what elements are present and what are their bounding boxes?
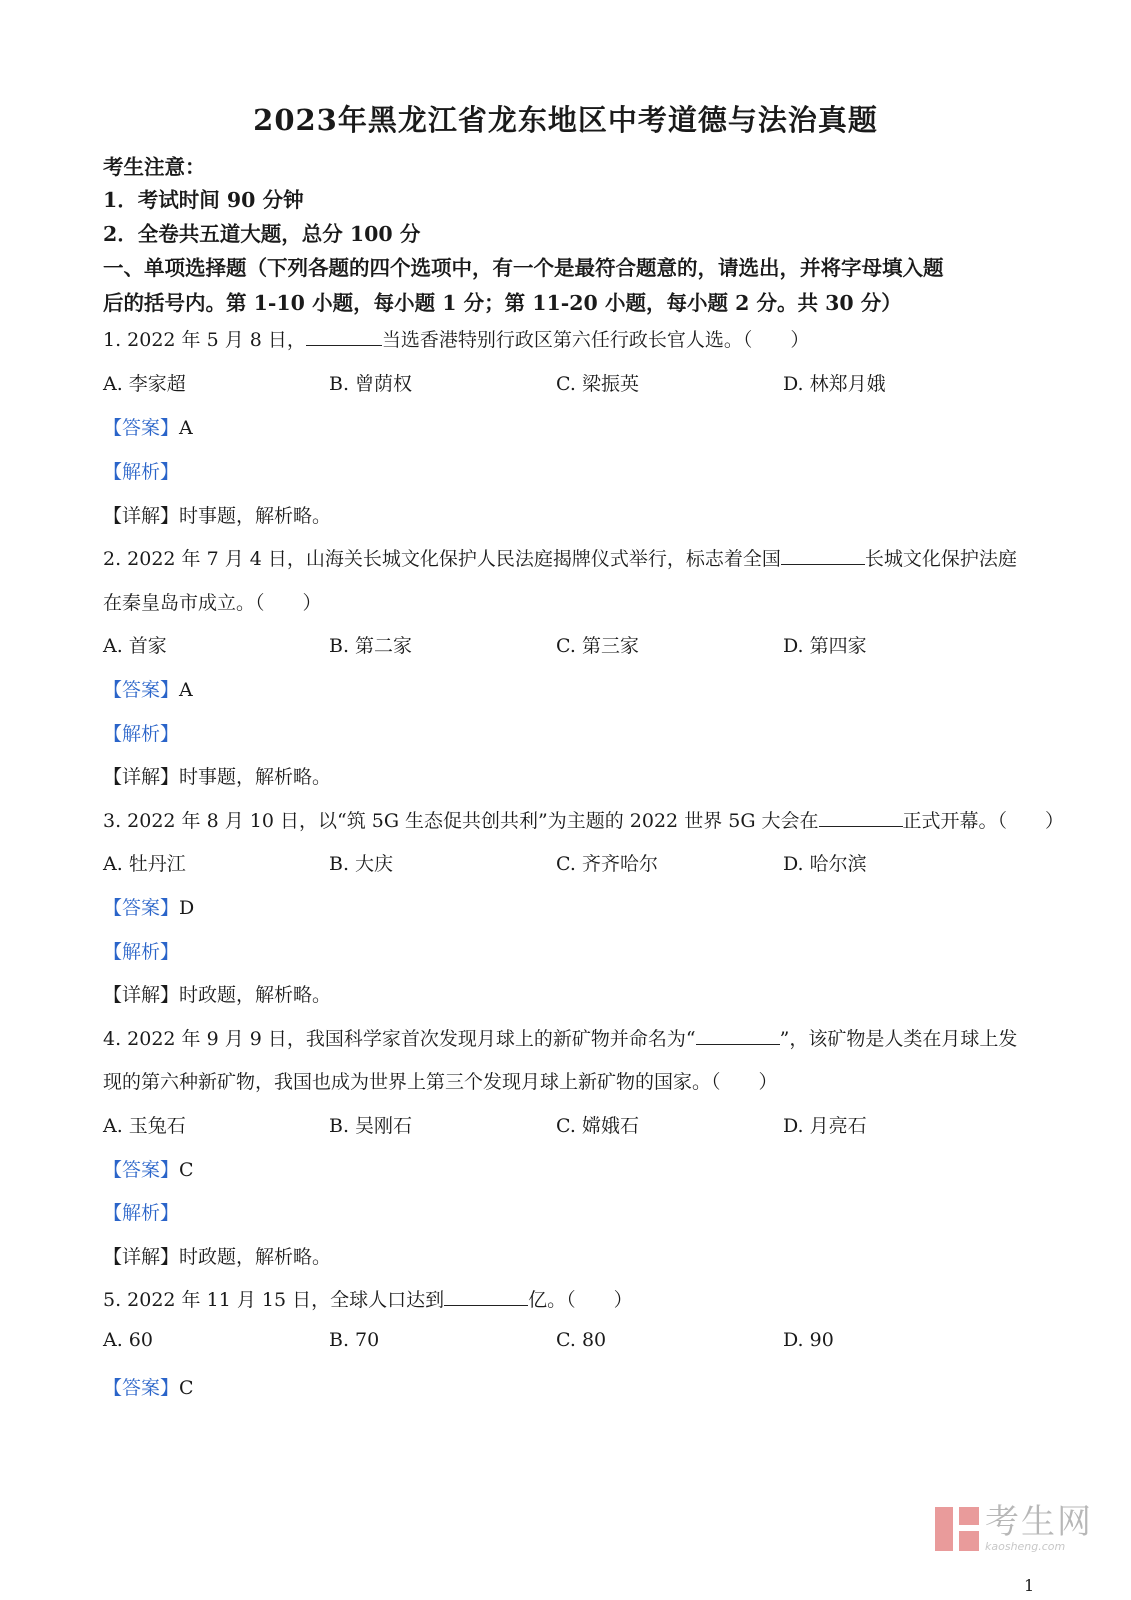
- detail-tag: 【详解】: [103, 984, 180, 1006]
- question-3-stem: [103, 806, 1064, 833]
- answer-tag: 【答案】: [103, 417, 180, 439]
- watermark-brand-text: 考生网: [985, 1502, 1093, 1542]
- question-1-answer: [103, 413, 193, 440]
- section-heading-line-2: 后的括号内。第 1-10 小题，每小题 1 分；第 11-20 小题，每小题 2 分。共 30 分）: [103, 291, 902, 315]
- answer-tag: 【答案】: [103, 679, 180, 701]
- answer-blank: [696, 1028, 780, 1045]
- answer-tag: 【答案】: [103, 1159, 180, 1181]
- question-3-option-b: B. 大庆: [329, 853, 394, 875]
- question-5-option-a: A. 60: [103, 1329, 153, 1351]
- document-title: 2023年黑龙江省龙东地区中考道德与法治真题: [253, 103, 878, 137]
- question-4-detail: [103, 1242, 331, 1269]
- question-5-option-d: D. 90: [783, 1329, 834, 1351]
- watermark-url-text: kaosheng.com: [985, 1540, 1066, 1553]
- question-1-option-d: D. 林郑月娥: [783, 373, 886, 395]
- question-1-detail: [103, 501, 331, 528]
- detail-text: 时政题，解析略。: [179, 984, 332, 1006]
- question-2-analysis-tag: 【解析】: [103, 723, 180, 745]
- question-5-stem-part-a: 5. 2022 年 11 月 15 日，全球人口达到: [103, 1289, 445, 1311]
- question-1-option-b: B. 曾荫权: [329, 373, 413, 395]
- question-4-option-a: A. 玉兔石: [103, 1115, 186, 1137]
- question-4-answer: [103, 1155, 194, 1182]
- question-5-stem: [103, 1285, 633, 1312]
- detail-text: 时政题，解析略。: [179, 1246, 332, 1268]
- question-1-stem: [103, 325, 809, 352]
- question-4-option-d: D. 月亮石: [783, 1115, 867, 1137]
- question-5-option-c: C. 80: [556, 1329, 607, 1351]
- question-2-stem-line-1: [103, 544, 1017, 571]
- answer-value: A: [179, 679, 193, 701]
- answer-tag: 【答案】: [103, 1377, 180, 1399]
- question-2-stem-part-a: 2. 2022 年 7 月 4 日，山海关长城文化保护人民法庭揭牌仪式举行，标志着全国: [103, 548, 781, 570]
- answer-blank: [819, 810, 903, 827]
- detail-tag: 【详解】: [103, 1246, 180, 1268]
- answer-blank: [306, 329, 382, 346]
- question-2-answer: [103, 675, 193, 702]
- question-3-analysis-tag: 【解析】: [103, 941, 180, 963]
- question-2-stem-part-b: 长城文化保护法庭: [864, 548, 1017, 570]
- question-4-analysis-tag: 【解析】: [103, 1202, 180, 1224]
- notice-heading: 考生注意：: [103, 155, 206, 179]
- question-1-stem-part-b: 当选香港特别行政区第六任行政长官人选。（ ）: [381, 329, 810, 351]
- question-2-option-c: C. 第三家: [556, 635, 639, 657]
- question-4-stem-line-1: [103, 1024, 1017, 1051]
- answer-value: D: [179, 897, 195, 919]
- question-5-option-b: B. 70: [329, 1329, 380, 1351]
- question-4-option-b: B. 吴刚石: [329, 1115, 413, 1137]
- question-2-option-d: D. 第四家: [783, 635, 867, 657]
- question-5-stem-part-b: 亿。（ ）: [528, 1289, 633, 1311]
- question-2-option-b: B. 第二家: [329, 635, 413, 657]
- detail-tag: 【详解】: [103, 505, 180, 527]
- question-1-option-a: A. 李家超: [103, 373, 186, 395]
- question-3-stem-part-b: 正式开幕。（ ）: [902, 810, 1065, 832]
- question-5-answer: [103, 1373, 194, 1400]
- question-1-analysis-tag: 【解析】: [103, 461, 180, 483]
- question-3-stem-part-a: 3. 2022 年 8 月 10 日，以“筑 5G 生态促共创共利”为主题的 2022 世界 5G 大会在: [103, 810, 819, 832]
- question-2-option-a: A. 首家: [103, 635, 167, 657]
- detail-text: 时事题，解析略。: [179, 766, 332, 788]
- question-4-stem-part-a: 4. 2022 年 9 月 9 日，我国科学家首次发现月球上的新矿物并命名为“: [103, 1028, 696, 1050]
- answer-value: C: [179, 1159, 194, 1181]
- section-heading-line-1: 一、单项选择题（下列各题的四个选项中，有一个是最符合题意的，请选出，并将字母填入题: [103, 256, 944, 280]
- notice-item-2: 2．全卷共五道大题，总分 100 分: [103, 222, 421, 246]
- question-4-stem-part-b: ”，该矿物是人类在月球上发: [779, 1028, 1018, 1050]
- question-3-option-a: A. 牡丹江: [103, 853, 186, 875]
- answer-value: C: [179, 1377, 194, 1399]
- question-4-stem-line-2: 现的第六种新矿物，我国也成为世界上第三个发现月球上新矿物的国家。（ ）: [103, 1071, 778, 1093]
- question-2-detail: [103, 762, 331, 789]
- question-3-option-c: C. 齐齐哈尔: [556, 853, 658, 875]
- question-1-option-c: C. 梁振英: [556, 373, 639, 395]
- page-number: 1: [1024, 1576, 1035, 1595]
- answer-blank: [781, 548, 865, 565]
- detail-text: 时事题，解析略。: [179, 505, 332, 527]
- answer-tag: 【答案】: [103, 897, 180, 919]
- question-3-option-d: D. 哈尔滨: [783, 853, 867, 875]
- question-4-option-c: C. 嫦娥石: [556, 1115, 639, 1137]
- answer-blank: [444, 1289, 528, 1306]
- kaosheng-watermark: [935, 1502, 1093, 1553]
- question-2-stem-line-2: 在秦皇岛市成立。（ ）: [103, 592, 322, 614]
- answer-value: A: [179, 417, 193, 439]
- question-3-detail: [103, 980, 331, 1007]
- detail-tag: 【详解】: [103, 766, 180, 788]
- kaosheng-logo-icon: [935, 1507, 979, 1551]
- question-1-stem-part-a: 1. 2022 年 5 月 8 日，: [103, 329, 306, 351]
- notice-item-1: 1．考试时间 90 分钟: [103, 188, 304, 212]
- question-3-answer: [103, 893, 194, 920]
